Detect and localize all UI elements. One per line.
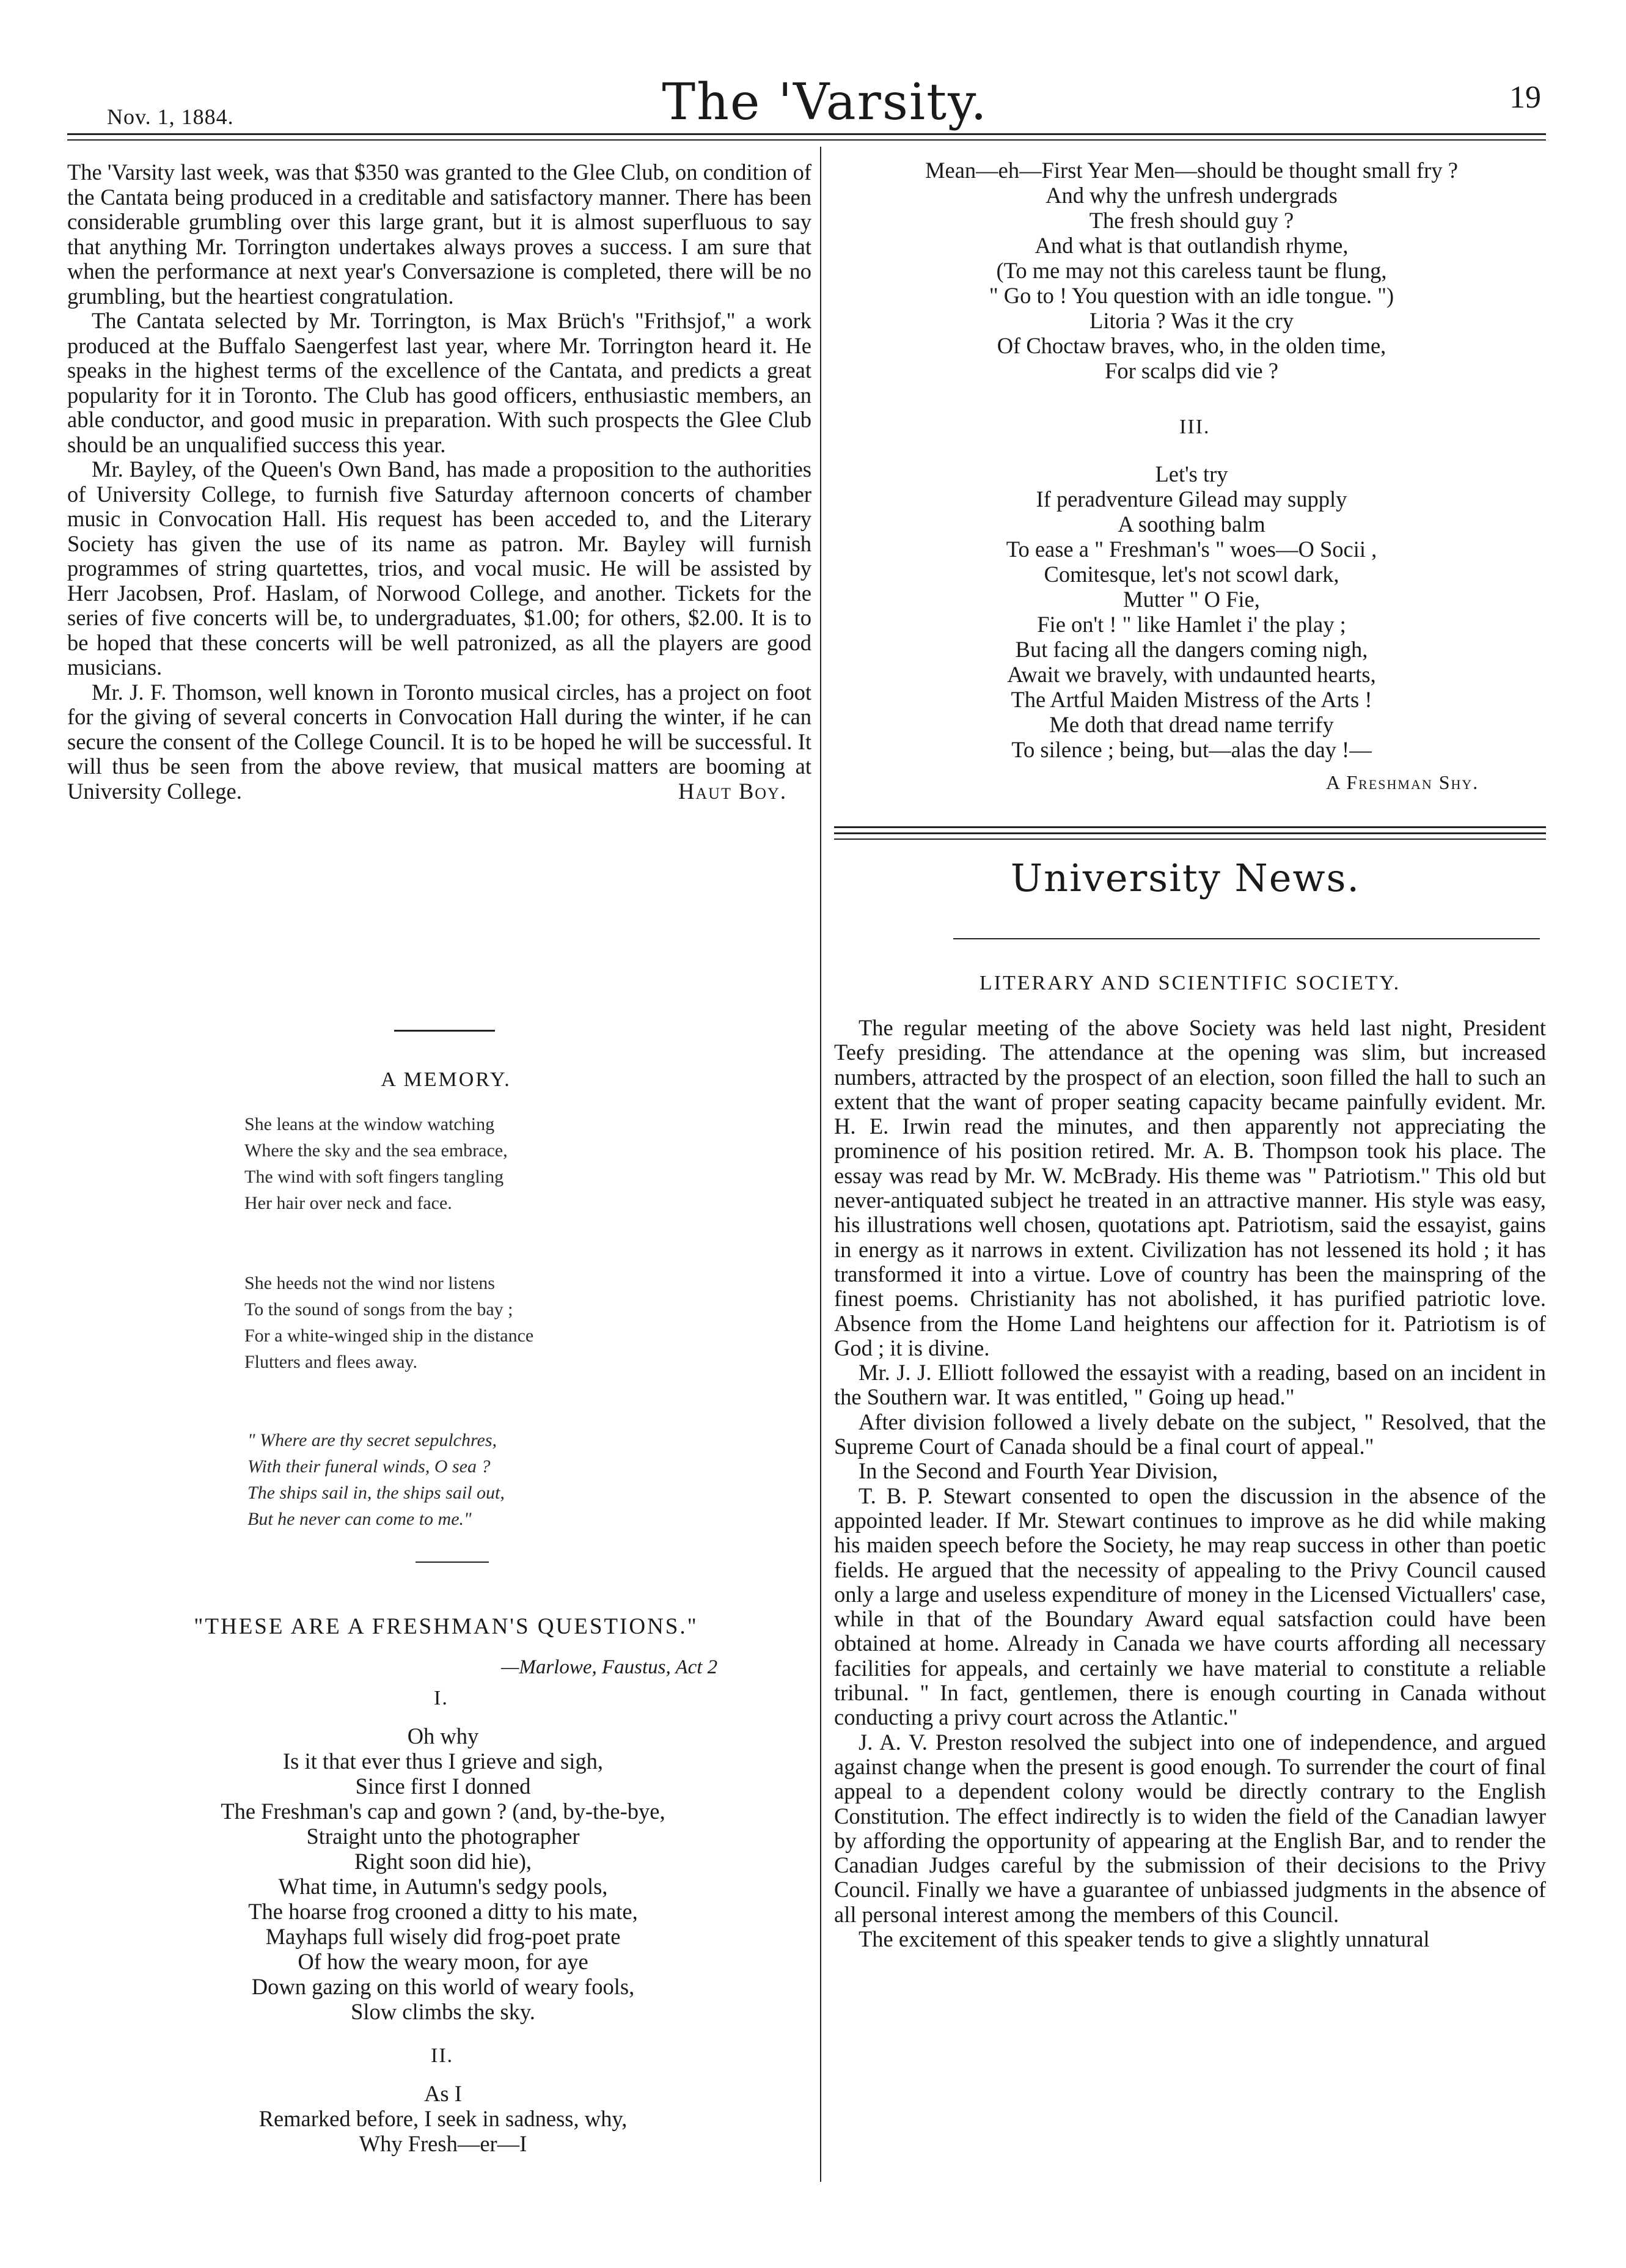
part-three-numeral: III. [1179,416,1210,438]
freshman-poem-signature: A Freshman Shy. [1326,771,1479,793]
issue-date: Nov. 1, 1884. [107,105,234,129]
section-rule-1 [834,826,1546,828]
memory-stanza-3: " Where are thy secret sepulchres, With their funeral winds, O sea ? The ships sail in, the ships sail out, But he never can come to me." [247,1430,505,1529]
article-paragraph: Mr. Bayley, of the Queen's Own Band, has made a proposition to the authorities of University College, to furnish five Saturday afternoon concerts of chamber music in Convocation Hall. His request has been acceded to, and the Literary Society has given the use of its name as patron. Mr. Bayley will furnish programmes of string quartettes, trios, and vocal music. He will be assisted by Herr Jacobsen, Prof. Haslam, of Norwood College, and another. Tickets for the series of five concerts will be, to undergraduates, $1.00; for others, $2.00. It is to be hoped that these concerts will be well patronized, as all the players are good musicians. [67,457,811,680]
article-paragraph: The 'Varsity last week, was that $350 was granted to the Glee Club, on condition of the Cantata being produced in a creditable and satisfactory manner. There has been considerable grumbling over this large grant, but it is almost superfluous to say that anything Mr. Torrington undertakes always proves a success. I am sure that when the performance at next year's Conversazione is completed, there will be no grumbling, but the heartiest congratulation. [67,160,811,309]
report-paragraph: The excitement of this speaker tends to give a slightly unnatural [859,1926,1430,1951]
section-rule-3 [834,839,1546,840]
article-paragraph: The Cantata selected by Mr. Torrington, is Max Brüch's "Frithsjof," a work produced at the Buffalo Saengerfest last year, where Mr. Torrington heard it. He speaks in the highest terms of the excellence of the Cantata, and predicts a great popularity for it in Toronto. The Club has good officers, enthusiastic members, an able conductor, and good music in preparation. With such prospects the Glee Club should be an unqualified success this year. [67,308,811,457]
freshman-part-three: Let's try If peradventure Gilead may supply A soothing balm To ease a " Freshman's " woes—O Socii , Comitesque, let's not scowl dark, Mutter " O Fie, Fie on't ! " like Hamlet i' the play ; But facing all the dangers coming nigh, Await we bravely, with undaunted hearts, The Artful Maiden Mistress of the Arts ! Me doth that dread name terrify To silence ; being, but—alas the day !— [1006,461,1377,762]
part-two-numeral: II. [431,2044,454,2067]
memory-stanza-1: She leans at the window watching Where the sky and the sea embrace, The wind with soft fingers tangling Her hair over neck and face. [244,1114,508,1213]
report-paragraph: J. A. V. Preston resolved the subject into one of independence, and argued against change when the present is good enough. To surrender the court of final appeal to a dependent colony would be directly contrary to the English Constitution. The effect indirectly is to widen the field of the Canadian lawyer by affording the opportunity of appearing at the English Bar, and to render the Canadian Judges careful by the submission of their decisions to the Privy Council. Finally we have a guarantee of unbiassed judgments in the absence of all personal interest among the members of this Council. [834,1729,1546,1927]
report-paragraph: Mr. J. J. Elliott followed the essayist with a reading, based on an incident in the Southern war. It was entitled, " Going up head." [834,1360,1546,1410]
part-one-numeral: I. [434,1687,449,1709]
section-rule-2 [834,832,1546,834]
freshman-part-one: Oh why Is it that ever thus I grieve and sigh, Since first I donned The Freshman's cap and gown ? (and, by-the-bye, Straight unto the photographer Right soon did hie), What time, in Autumn's sedgy pools, The hoarse frog crooned a ditty to his mate, Mayhaps full wisely did frog-poet prate Of how the weary moon, for aye Down gazing on this world of weary fools, Slow climbs the sky. [221,1723,665,2024]
report-paragraph: In the Second and Fourth Year Division, [859,1458,1218,1484]
header-rule-bottom [67,139,1546,141]
news-title-rule [953,938,1540,939]
page-number: 19 [1509,80,1541,115]
header-rule-top [67,133,1546,135]
music-article [67,160,811,804]
poem-end-divider [416,1562,489,1563]
freshman-poem-title: "THESE ARE A FRESHMAN'S QUESTIONS." [194,1614,698,1639]
society-subheading: LITERARY AND SCIENTIFIC SOCIETY. [979,972,1401,994]
masthead-title: The 'Varsity. [662,73,988,131]
freshman-part-two-right: Mean—eh—First Year Men—should be thought small fry ? And why the unfresh undergrads The fresh should guy ? And what is that outlandish rhyme, (To me may not this careless taunt be flung, " Go to ! You question with an idle tongue. ") Litoria ? Was it the cry Of Choctaw braves, who, in the olden time, For scalps did vie ? [925,158,1458,383]
article-paragraph: Mr. J. F. Thomson, well known in Toronto musical circles, has a project on foot for the giving of several concerts in Convocation Hall during the winter, if he can secure the consent of the College Council. It is to be hoped he will be successful. It will thus be seen from the above review, that musical matters are booming at University College. [67,679,811,804]
report-paragraph: After division followed a lively debate on the subject, " Resolved, that the Supreme Court of Canada should be a final court of appeal." [834,1409,1546,1459]
short-divider [394,1030,495,1032]
memory-stanza-2: She heeds not the wind nor listens To the sound of songs from the bay ; For a white-winged ship in the distance Flutters and flees away. [244,1273,534,1372]
report-paragraph: T. B. P. Stewart consented to open the discussion in the absence of the appointed leader. If Mr. Stewart continues to improve as he did while making his maiden speech before the Society, he may reap success in other than poetic fields. He argued that the necessity of appealing to the Privy Council caused only a large and useless expenditure of money in the Licensed Victuallers' case, while in that of the Boundary Award equal satsfaction could have been obtained at home. Already in Canada we have courts affording all necessary facilities for appeals, and certainly we have material to constitute a reliable tribunal. " In fact, gentlemen, there is enough courting in Canada without conducting a privy court across the Atlantic." [834,1483,1546,1730]
freshman-part-two-left: As I Remarked before, I seek in sadness, why, Why Fresh—er—I [258,2081,628,2156]
freshman-poem-attribution: —Marlowe, Faustus, Act 2 [501,1656,718,1678]
memory-poem-title: A MEMORY. [381,1068,511,1091]
article-signature: Haut Boy. [678,779,787,804]
society-report [834,1016,1546,1951]
column-divider [820,147,821,2182]
university-news-title: University News. [1010,856,1361,900]
report-paragraph: The regular meeting of the above Society was held last night, President Teefy presiding. The attendance at the opening was slim, but increased numbers, attracted by the prospect of an election, soon filled the hall to such an extent that the want of proper seating capacity became painfully evident. Mr. H. E. Irwin read the minutes, and then apparently not appreciating the prominence of his position retired. Mr. A. B. Thompson took his place. The essay was read by Mr. W. McBrady. His theme was " Patriotism." This old but never-antiquated subject he treated in an attractive manner. His style was easy, his illustrations well chosen, quotations apt. Patriotism, said the essayist, gains in energy as it narrows in extent. Civilization has not lessened its hold ; it has transformed it into a virtue. Love of country has been the mainspring of the finest poems. Christianity has not abolished, it has purified patriotic love. Absence from the Home Land heightens our affection for it. Patriotism is of God ; it is divine. [834,1015,1546,1360]
